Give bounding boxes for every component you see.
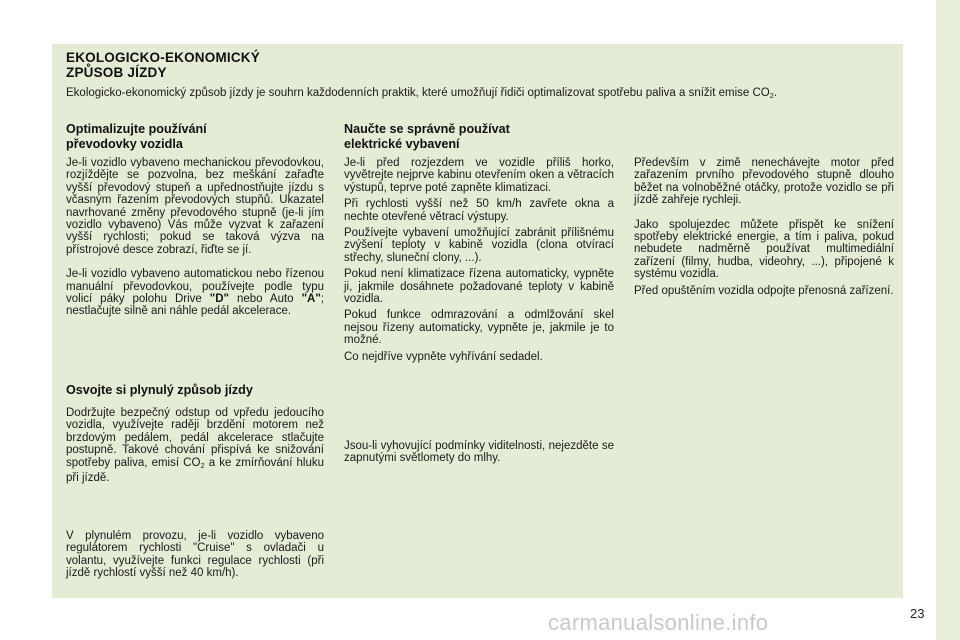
heading-smooth-driving: Osvojte si plynulý způsob jízdy (66, 383, 253, 397)
gearbox-p2-a: Je-li vozidlo vybaveno automatickou nebo řízenou manuální převodovkou, používejte podle typu volicí páky polohu Drive (66, 268, 324, 306)
watermark: carmanualsonline.info (548, 610, 769, 635)
electric-text (344, 157, 614, 363)
page-title-line1: EKOLOGICKO-EKONOMICKÝ (66, 50, 260, 65)
heading-gearbox (66, 122, 207, 152)
electric-paragraph-2: Při rychlosti vyšší než 50 km/h zavřete okna a nechte otevřené větrací výstupy. (344, 198, 614, 223)
right-paragraph-3: Před opuštěním vozidla odpojte přenosná zařízení. (634, 284, 894, 297)
electric-paragraph-5: Pokud funkce odmrazování a odmlžování skel nejsou řízeny automaticky, vypněte je, jakmile je to možné. (344, 309, 614, 347)
right-paragraph-1: Především v zimě nenechávejte motor před zařazením prvního převodového stupně dlouho běžet na volnoběžné otáčky, protože vozidlo se při jízdě zahřeje rychleji. (634, 157, 894, 207)
heading-electric (344, 122, 510, 152)
intro-text: Ekologicko-ekonomický způsob jízdy je souhrn každodenních praktik, které umožňují řidiči optimalizovat spotřebu paliva a snížit emise CO (66, 87, 770, 99)
smooth-p1-b: a ke zmírňování hluku při jízdě. (66, 456, 324, 485)
right-paragraph-2: Jako spolujezdec můžete přispět ke snížení spotřeby elektrické energie, a tím i paliva, pokud nebudete nadměrně používat multimediální zařízení (filmy, hudba, videohry, ...), připojené k systému vozidla. (634, 218, 894, 281)
fog-lights-text (344, 440, 614, 465)
electric-paragraph-4: Pokud není klimatizace řízena automaticky, vypněte ji, jakmile dosáhnete požadované teploty v kabině vozidla. (344, 268, 614, 306)
page-title-line2: ZPŮSOB JÍZDY (66, 65, 167, 80)
electric-paragraph-7: Jsou-li vyhovující podmínky viditelnosti, nejezděte se zapnutými světlomety do mlhy. (344, 440, 614, 465)
gearbox-p2-c: ; nestlačujte silně ani náhle pedál akcelerace. (66, 293, 324, 318)
heading-electric-line2: elektrické vybavení (344, 137, 460, 151)
right-margin-band (936, 0, 960, 640)
gearbox-p2-b: nebo Auto (229, 293, 302, 306)
cruise-text (66, 530, 324, 580)
gearbox-text (66, 157, 324, 318)
intro-end: . (773, 87, 778, 99)
smooth-paragraph-2: V plynulém provozu, je-li vozidlo vybaveno regulátorem rychlosti "Cruise" s ovladači u volantu, využívejte funkci regulace rychlosti (při jízdě rychlostí vyšší než 40 km/h). (66, 530, 324, 580)
gearbox-paragraph-1: Je-li vozidlo vybaveno mechanickou převodovkou, rozjíždějte se pozvolna, bez meškání zařaďte vyšší převodový stupeň a upřednostňujte jízdu s včasným řazením převodových stupňů. Ukazatel navrhované změny převodového stupně (je-li jím vozidlo vybaveno) Vás může vyzvat k zařazení vyšší rychlosti; pokud se taková výzva na přístrojové desce zobrazí, řiďte se jí. (66, 157, 324, 256)
heading-gearbox-line1: Optimalizujte používání (66, 122, 207, 136)
electric-paragraph-1: Je-li před rozjezdem ve vozidle příliš horko, vyvětrejte nejprve kabinu otevřením oken a větracích výstupů, teprve poté zapněte klimatizaci. (344, 157, 614, 194)
electric-paragraph-6: Co nejdříve vypněte vyhřívání sedadel. (344, 350, 543, 363)
right-column-text (634, 157, 894, 297)
smooth-driving-text (66, 407, 324, 484)
intro-paragraph (66, 87, 894, 103)
page-number: 23 (910, 606, 925, 621)
electric-paragraph-3: Používejte vybavení umožňující zabránit přílišnému zvýšení teploty v kabině vozidla (clona otvírací střechy, sluneční clony, ...). (344, 227, 614, 264)
drive-position-label: "D" (209, 293, 230, 306)
page-title (66, 50, 260, 80)
smooth-p1-subscript: 2 (200, 460, 205, 470)
smooth-p1-a: Dodržujte bezpečný odstup od vpředu jedoucího vozidla, využívejte raději brzdění motorem než brzdovým pedálem, pedál akcelerace stlačujte postupně. Takové chování přispívá ke snižování spotřeby paliva, emisí CO (66, 407, 324, 469)
auto-position-label: "A" (301, 293, 321, 306)
heading-gearbox-line2: převodovky vozidla (66, 137, 183, 151)
intro-subscript: 2 (769, 91, 774, 100)
gearbox-paragraph-2 (66, 268, 324, 318)
heading-electric-line1: Naučte se správně používat (344, 122, 510, 136)
smooth-paragraph-1 (66, 407, 324, 484)
